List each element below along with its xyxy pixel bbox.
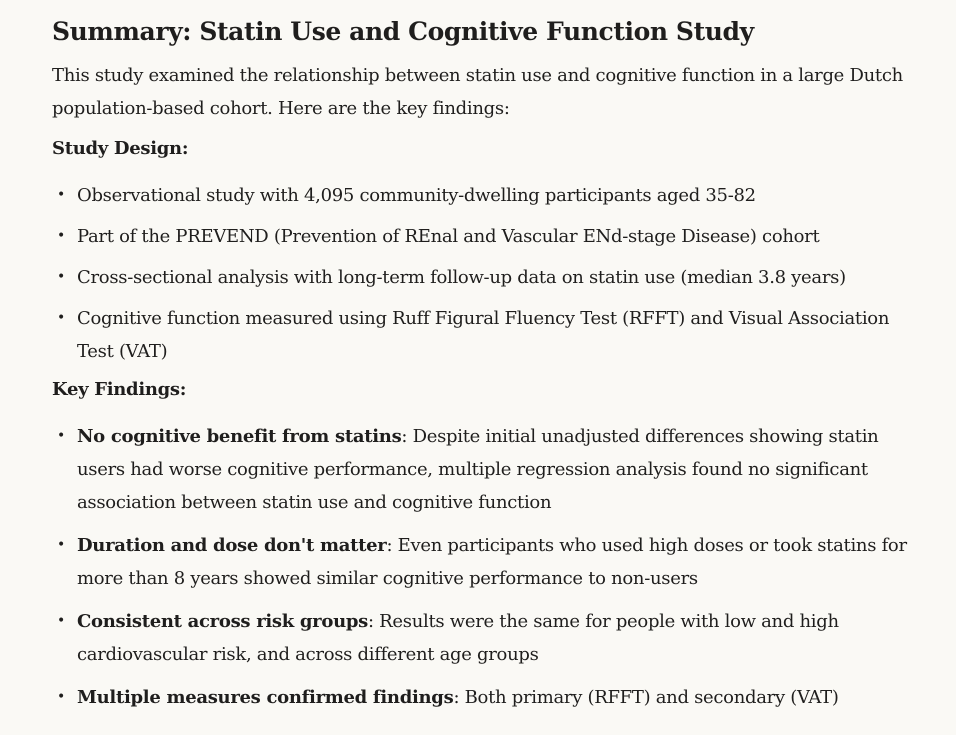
summary-title: Summary: Statin Use and Cognitive Function Study bbox=[52, 17, 754, 46]
bullet-icon: • bbox=[57, 689, 65, 705]
list-item-text: Cognitive function measured using Ruff Figural Fluency Test (RFFT) and Visual Association Test (VAT) bbox=[77, 308, 890, 362]
list-item bbox=[52, 261, 912, 294]
study-design-list bbox=[52, 179, 912, 368]
bullet-icon: • bbox=[57, 269, 65, 285]
finding-text: : Despite initial unadjusted differences showing statin users had worse cognitive performance, multiple regression analysis found no significant association between statin use and cognitive function bbox=[77, 426, 879, 513]
list-item bbox=[52, 420, 912, 519]
list-item bbox=[52, 179, 912, 212]
list-item bbox=[52, 220, 912, 253]
list-item bbox=[52, 605, 912, 671]
finding-text: : Both primary (RFFT) and secondary (VAT) bbox=[453, 687, 839, 708]
study-design-heading: Study Design: bbox=[52, 138, 189, 159]
list-item-text: Observational study with 4,095 community-dwelling participants aged 35-82 bbox=[77, 185, 756, 206]
bullet-icon: • bbox=[57, 187, 65, 203]
finding-text: : Even participants who used high doses or took statins for more than 8 years showed similar cognitive performance to non-users bbox=[77, 535, 907, 589]
bullet-icon: • bbox=[57, 613, 65, 629]
finding-title: No cognitive benefit from statins bbox=[77, 426, 402, 447]
list-item-text: Cross-sectional analysis with long-term follow-up data on statin use (median 3.8 years) bbox=[77, 267, 846, 288]
bullet-icon: • bbox=[57, 428, 65, 444]
key-findings-list bbox=[52, 420, 912, 714]
finding-title: Multiple measures confirmed findings bbox=[77, 687, 454, 708]
bullet-icon: • bbox=[57, 537, 65, 553]
list-item bbox=[52, 302, 912, 368]
list-item-text: Part of the PREVEND (Prevention of REnal and Vascular ENd-stage Disease) cohort bbox=[77, 226, 820, 247]
list-item bbox=[52, 681, 912, 714]
key-findings-heading: Key Findings: bbox=[52, 379, 187, 400]
list-item bbox=[52, 529, 912, 595]
bullet-icon: • bbox=[57, 228, 65, 244]
finding-title: Duration and dose don't matter bbox=[77, 535, 387, 556]
intro-paragraph: This study examined the relationship between statin use and cognitive function in a large Dutch population-based cohort. Here are the key findings: bbox=[52, 65, 903, 119]
bullet-icon: • bbox=[57, 310, 65, 326]
finding-text: : Results were the same for people with low and high cardiovascular risk, and across different age groups bbox=[77, 611, 839, 665]
finding-title: Consistent across risk groups bbox=[77, 611, 368, 632]
response-content bbox=[52, 15, 912, 714]
